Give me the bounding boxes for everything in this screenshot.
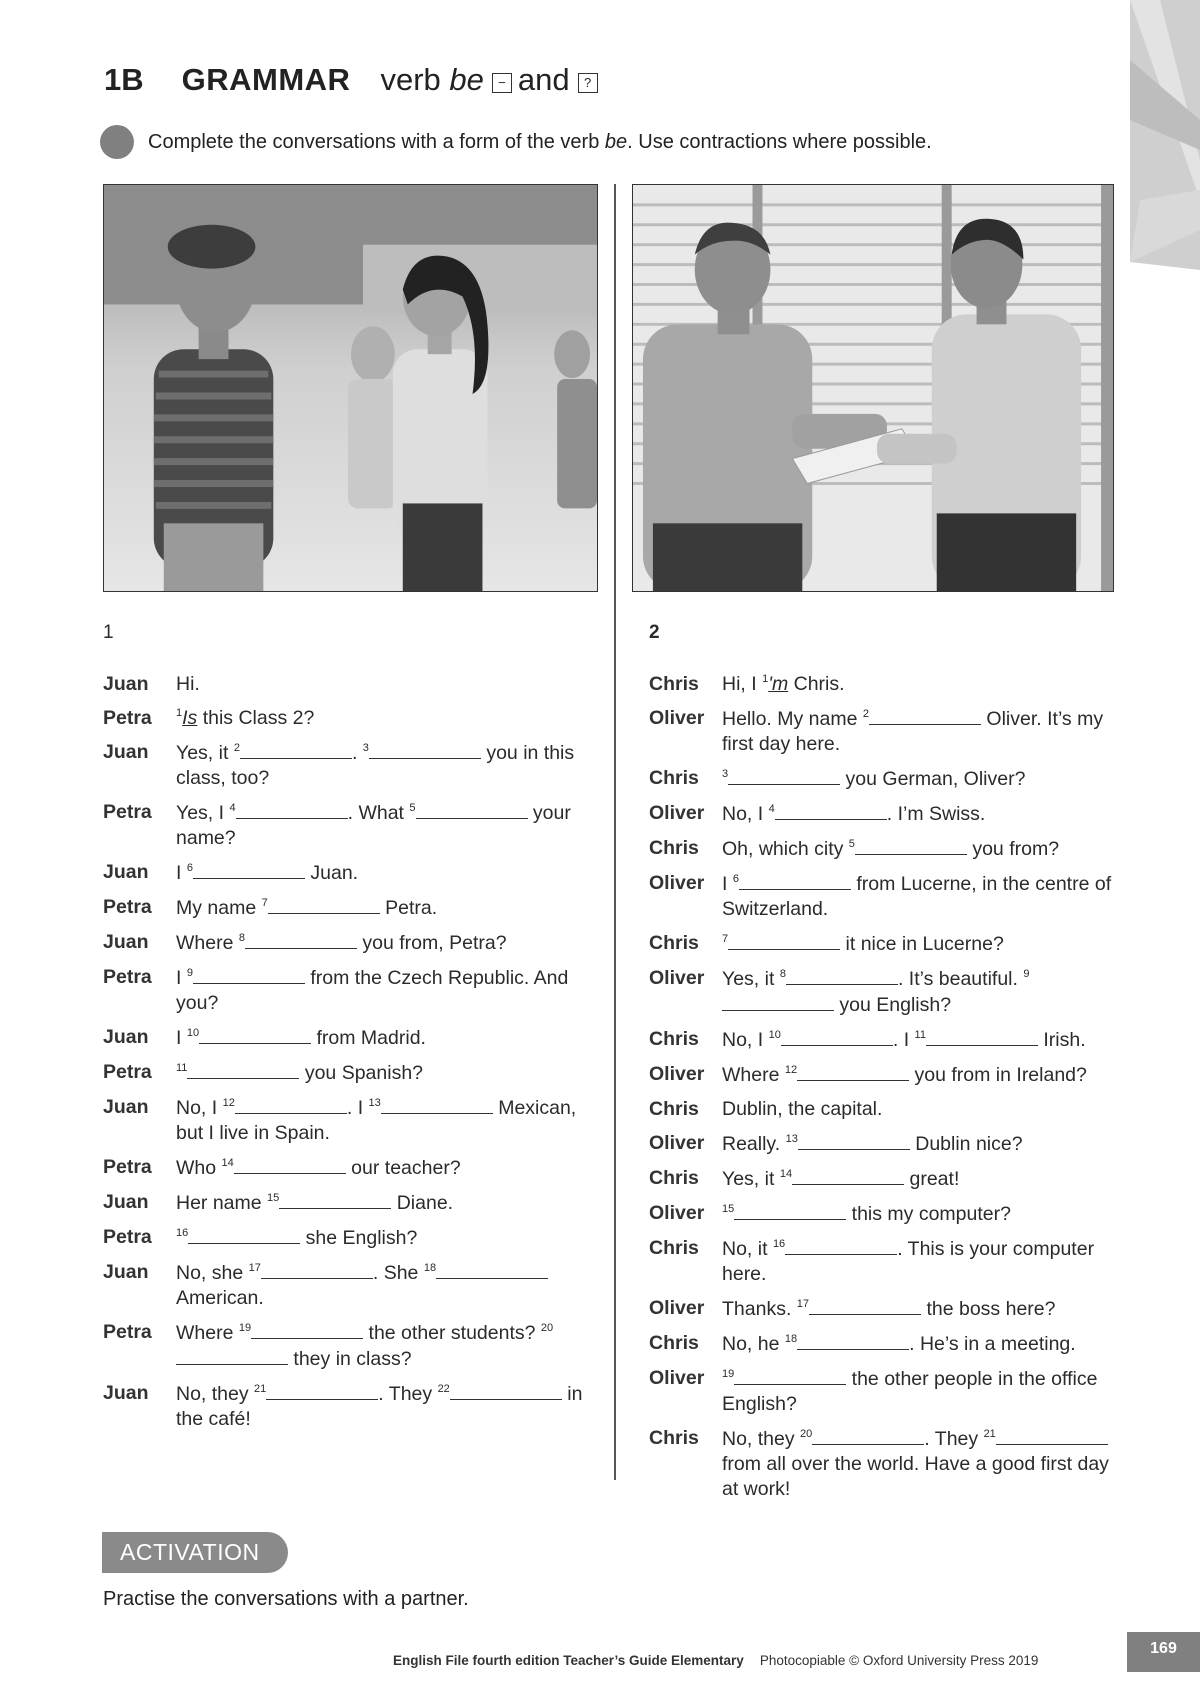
dialogue-line: Juan Hi.	[103, 673, 200, 695]
photo-juan-and-petra	[103, 184, 598, 592]
instruction	[100, 125, 932, 159]
answer-blank[interactable]	[926, 1027, 1038, 1046]
dialogue-line: Chris No, I $^{10}$ . I $^{11}$ Irish.	[649, 1028, 1086, 1051]
speaker: Chris	[649, 673, 699, 695]
book-title: English File fourth edition Teacher’s Guide Elementary	[393, 1653, 744, 1668]
dialogue-line: Petra Where $^{19}$ the other students? $^{20}$ they in class?	[103, 1321, 554, 1370]
topic-prefix: verb	[380, 62, 450, 97]
dialogue-line: Chris Dublin, the capital.	[649, 1098, 883, 1120]
dialogue-line: Juan I $^6$ Juan.	[103, 861, 359, 884]
dialogue-line: Petra $^{16}$ she English?	[103, 1226, 418, 1249]
dialogue-line: Chris Yes, it $^{14}$ great!	[649, 1167, 960, 1190]
speaker: Petra	[103, 801, 152, 823]
speaker: Oliver	[649, 872, 705, 894]
answer-blank[interactable]	[797, 1331, 909, 1350]
speaker: Chris	[649, 1028, 699, 1050]
answer-blank[interactable]	[450, 1381, 562, 1400]
dialogue-line: Chris No, they $^{20}$ . They $^{21}$ from all over the world. Have a good first day at work!	[649, 1427, 1109, 1500]
answer-blank[interactable]	[775, 801, 887, 820]
answer-blank[interactable]	[279, 1190, 391, 1209]
answer-blank[interactable]	[369, 740, 481, 759]
column-divider	[614, 184, 616, 1480]
speaker: Juan	[103, 741, 149, 763]
conversation-number: 2	[649, 622, 660, 643]
speaker: Chris	[649, 837, 699, 859]
answer-blank[interactable]	[728, 931, 840, 950]
dialogue-line: Chris Oh, which city $^5$ you from?	[649, 837, 1060, 860]
speaker: Oliver	[649, 707, 705, 729]
answer-blank[interactable]	[236, 800, 348, 819]
answer-blank[interactable]	[268, 895, 380, 914]
dialogue-line: Juan No, I $^{12}$ . I $^{13}$ Mexican, but I live in Spain.	[103, 1096, 577, 1144]
dialogue-line: Chris $^3$ you German, Oliver?	[649, 767, 1026, 790]
answer-blank[interactable]	[381, 1095, 493, 1114]
speaker: Chris	[649, 1237, 699, 1259]
speaker: Petra	[103, 1321, 152, 1343]
answer-blank[interactable]	[251, 1320, 363, 1339]
speaker: Juan	[103, 1096, 149, 1118]
answer-blank[interactable]	[266, 1381, 378, 1400]
speaker: Petra	[103, 896, 152, 918]
dialogue-line: Oliver $^{15}$ this my computer?	[649, 1202, 1011, 1225]
answer-blank[interactable]	[812, 1426, 924, 1445]
speaker: Oliver	[649, 1297, 705, 1319]
dialogue-line: Juan Yes, it $^2$ . $^3$ you in this class, too?	[103, 741, 575, 789]
speaker: Chris	[649, 932, 699, 954]
dialogue-line: Petra My name $^7$ Petra.	[103, 896, 438, 919]
answer-blank[interactable]	[235, 1095, 347, 1114]
answer-blank[interactable]	[809, 1296, 921, 1315]
speaker: Chris	[649, 1332, 699, 1354]
dialogue-line: Juan No, they $^{21}$ . They $^{22}$ in the café!	[103, 1382, 583, 1430]
dialogue-line: Petra Yes, I $^4$ . What $^5$ your name?	[103, 801, 571, 849]
dialogue-line: Juan Where $^8$ you from, Petra?	[103, 931, 507, 954]
answer-blank[interactable]	[996, 1426, 1108, 1445]
answer-blank[interactable]	[261, 1260, 373, 1279]
speaker: Juan	[103, 1191, 149, 1213]
answer-blank[interactable]	[416, 800, 528, 819]
bullet-circle-icon	[100, 125, 134, 159]
topic-verb: be	[449, 62, 484, 97]
section-name: GRAMMAR	[181, 62, 351, 97]
speaker: Juan	[103, 1261, 149, 1283]
dialogue-line: Oliver $^{19}$ the other people in the office English?	[649, 1367, 1098, 1415]
conversation-2	[649, 622, 1129, 1511]
answer-blank[interactable]	[728, 766, 840, 785]
answer-blank[interactable]	[436, 1260, 548, 1279]
answer-blank[interactable]	[193, 860, 305, 879]
speaker: Petra	[103, 966, 152, 988]
page-number: 169	[1127, 1632, 1200, 1672]
speaker: Chris	[649, 1427, 699, 1449]
speaker: Oliver	[649, 1132, 705, 1154]
answer-blank[interactable]	[781, 1027, 893, 1046]
speaker: Petra	[103, 1061, 152, 1083]
activation-text: Practise the conversations with a partner.	[103, 1588, 469, 1610]
answer-blank[interactable]	[734, 1201, 846, 1220]
answer-blank[interactable]	[855, 836, 967, 855]
answer-blank[interactable]	[734, 1366, 846, 1385]
worksheet-title	[104, 62, 604, 98]
speaker: Oliver	[649, 1367, 705, 1389]
instruction-text: Complete the conversations with a form of the verb be. Use contractions where possible.	[148, 130, 932, 153]
dialogue-line: Oliver Where $^{12}$ you from in Ireland?	[649, 1063, 1087, 1086]
answer-blank[interactable]	[786, 966, 898, 985]
grammar-topic	[380, 62, 603, 98]
answer-blank[interactable]	[785, 1236, 897, 1255]
speaker: Juan	[103, 861, 149, 883]
speaker: Oliver	[649, 1202, 705, 1224]
answer-blank[interactable]	[187, 1060, 299, 1079]
conversation-number: 1	[103, 622, 114, 643]
copyright-notice: Photocopiable © Oxford University Press 2019	[759, 1653, 1039, 1668]
dialogue-line: Oliver I $^6$ from Lucerne, in the centre of Switzerland.	[649, 872, 1112, 920]
dialogue-line: Juan No, she $^{17}$ . She $^{18}$ American.	[103, 1260, 598, 1311]
dialogue-line: Petra $^1$Is this Class 2?	[103, 707, 315, 729]
dialogue-line: Chris No, he $^{18}$ . He’s in a meeting.	[649, 1332, 1076, 1355]
dialogue-line: Juan I $^{10}$ from Madrid.	[103, 1026, 426, 1049]
dialogue-line: Chris Hi, I $^1$'m Chris.	[649, 673, 845, 695]
answer-blank[interactable]	[199, 1025, 311, 1044]
speaker: Petra	[103, 1226, 152, 1248]
speaker: Juan	[103, 1382, 149, 1404]
answer-blank[interactable]	[193, 965, 305, 984]
dialogue-line: Petra $^{11}$ you Spanish?	[103, 1061, 424, 1084]
speaker: Juan	[103, 1026, 149, 1048]
example-answer: Is	[182, 707, 198, 729]
example-answer: 'm	[768, 673, 789, 695]
conversation-1	[103, 622, 598, 1441]
lesson-code: 1B	[104, 62, 144, 97]
answer-blank[interactable]	[245, 930, 357, 949]
dialogue-line: Oliver Hello. My name $^2$ Oliver. It’s my first day here.	[649, 707, 1104, 755]
speaker: Juan	[103, 931, 149, 953]
speaker: Petra	[103, 707, 152, 729]
page-corner-decoration	[1130, 0, 1200, 270]
negative-symbol-icon: −	[492, 73, 512, 93]
answer-blank[interactable]	[792, 1166, 904, 1185]
speaker: Oliver	[649, 967, 705, 989]
dialogue-line: Oliver Thanks. $^{17}$ the boss here?	[649, 1297, 1056, 1320]
speaker: Oliver	[649, 802, 705, 824]
speaker: Chris	[649, 1167, 699, 1189]
speaker: Chris	[649, 1098, 699, 1120]
speaker: Chris	[649, 767, 699, 789]
answer-blank[interactable]	[739, 871, 851, 890]
answer-blank[interactable]	[797, 1062, 909, 1081]
answer-blank[interactable]	[869, 706, 981, 725]
speaker: Oliver	[649, 1063, 705, 1085]
answer-blank[interactable]	[240, 740, 352, 759]
dialogue-line: Petra Who $^{14}$ our teacher?	[103, 1156, 461, 1179]
dialogue-line: Oliver Yes, it $^8$ . It’s beautiful. $^9$ you English?	[649, 967, 1030, 1016]
speaker: Petra	[103, 1156, 152, 1178]
photo-chris-and-oliver	[632, 184, 1114, 592]
answer-blank[interactable]	[798, 1131, 910, 1150]
dialogue-line: Juan Her name $^{15}$ Diane.	[103, 1191, 454, 1214]
dialogue-line: Petra I $^9$ from the Czech Republic. And you?	[103, 966, 569, 1014]
answer-blank[interactable]	[234, 1155, 346, 1174]
question-symbol-icon: ?	[578, 73, 598, 93]
dialogue-line: Chris No, it $^{16}$ . This is your computer here.	[649, 1237, 1095, 1285]
activation-banner: ACTIVATION	[102, 1532, 288, 1573]
dialogue-line: Oliver Really. $^{13}$ Dublin nice?	[649, 1132, 1023, 1155]
speaker: Juan	[103, 673, 149, 695]
answer-blank[interactable]	[722, 992, 834, 1011]
answer-blank[interactable]	[176, 1346, 288, 1365]
topic-and: and	[517, 62, 570, 97]
dialogue-line: Oliver No, I $^4$ . I’m Swiss.	[649, 802, 986, 825]
answer-blank[interactable]	[188, 1225, 300, 1244]
footer	[393, 1653, 1038, 1668]
dialogue-line: Chris $^7$ it nice in Lucerne?	[649, 932, 1004, 955]
